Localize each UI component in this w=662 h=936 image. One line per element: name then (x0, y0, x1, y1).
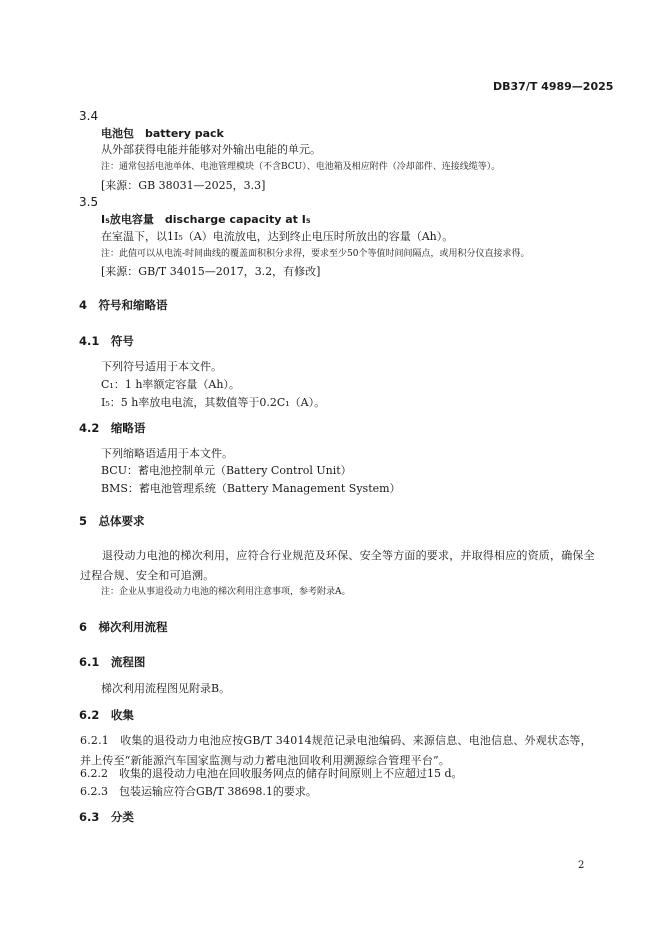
symbol-i5: I₅：5 h率放电电流，其数值等于0.2C₁（A）。 (101, 396, 326, 409)
section-5-note: 注：企业从事退役动力电池的梯次利用注意事项，参考附录A。 (101, 587, 351, 597)
section-6-1-title: 6.1 流程图 (79, 655, 146, 669)
section-6-title: 6 梯次利用流程 (79, 620, 168, 634)
section-6-2-title: 6.2 收集 (79, 708, 134, 722)
clause-3-4-definition: 从外部获得电能并能够对外输出电能的单元。 (101, 143, 321, 156)
clause-6-2-2: 6.2.2 收集的退役动力电池在回收服务网点的储存时间原则上不应超过15 d。 (80, 767, 463, 780)
clause-3-5-source: [来源：GB/T 34015—2017，3.2，有修改] (101, 265, 321, 278)
clause-3-5-term: I₅放电容量 discharge capacity at I₅ (101, 213, 311, 226)
section-4-title: 4 符号和缩略语 (79, 298, 168, 312)
abbreviation-bms: BMS：蓄电池管理系统（Battery Management System） (101, 482, 401, 495)
abbreviation-bcu: BCU：蓄电池控制单元（Battery Control Unit） (101, 464, 352, 477)
section-6-3-title: 6.3 分类 (79, 810, 134, 824)
clause-6-2-3: 6.2.3 包装运输应符合GB/T 38698.1的要求。 (80, 785, 317, 798)
clause-6-2-1: 6.2.1 收集的退役动力电池应按GB/T 34014规范记录电池编码、来源信息、电池信息、外观状态等，并上传至“新能源汽车国家监测与动力蓄电池回收利用溯源综合管理平台”。 (80, 734, 592, 767)
clause-3-4-source: [来源：GB 38031—2025，3.3] (101, 179, 266, 192)
section-4-2-title: 4.2 缩略语 (79, 421, 146, 435)
section-4-1-title: 4.1 符号 (79, 334, 134, 348)
symbol-c1: C₁：1 h率额定容量（Ah）。 (101, 378, 240, 391)
section-4-1-intro: 下列符号适用于本文件。 (101, 360, 222, 373)
section-4-2-intro: 下列缩略语适用于本文件。 (101, 447, 233, 460)
section-5-title: 5 总体要求 (79, 514, 145, 528)
clause-3-5-number: 3.5 (79, 195, 99, 209)
page-number: 2 (578, 860, 585, 871)
clause-3-5-note: 注：此值可以从电流-时间曲线的覆盖面积积分求得，要求至少50个等值时间间隔点，或用积分仪直接求得。 (101, 249, 530, 259)
clause-3-4-term: 电池包 battery pack (101, 127, 224, 140)
clause-3-5-definition: 在室温下，以1I₅（A）电流放电，达到终止电压时所放出的容量（Ah）。 (101, 230, 454, 243)
section-5-paragraph: 退役动力电池的梯次利用，应符合行业规范及环保、安全等方面的要求，并取得相应的资质，确保全过程合规、安全和可追溯。 (80, 549, 595, 582)
clause-3-4-note: 注：通常包括电池单体、电池管理模块（不含BCU）、电池箱及相应附件（冷却部件、连接线缆等）。 (101, 162, 501, 172)
clause-3-4-number: 3.4 (79, 109, 99, 123)
document-code-header: DB37/T 4989—2025 (493, 80, 614, 93)
section-6-1-paragraph: 梯次利用流程图见附录B。 (101, 682, 231, 695)
